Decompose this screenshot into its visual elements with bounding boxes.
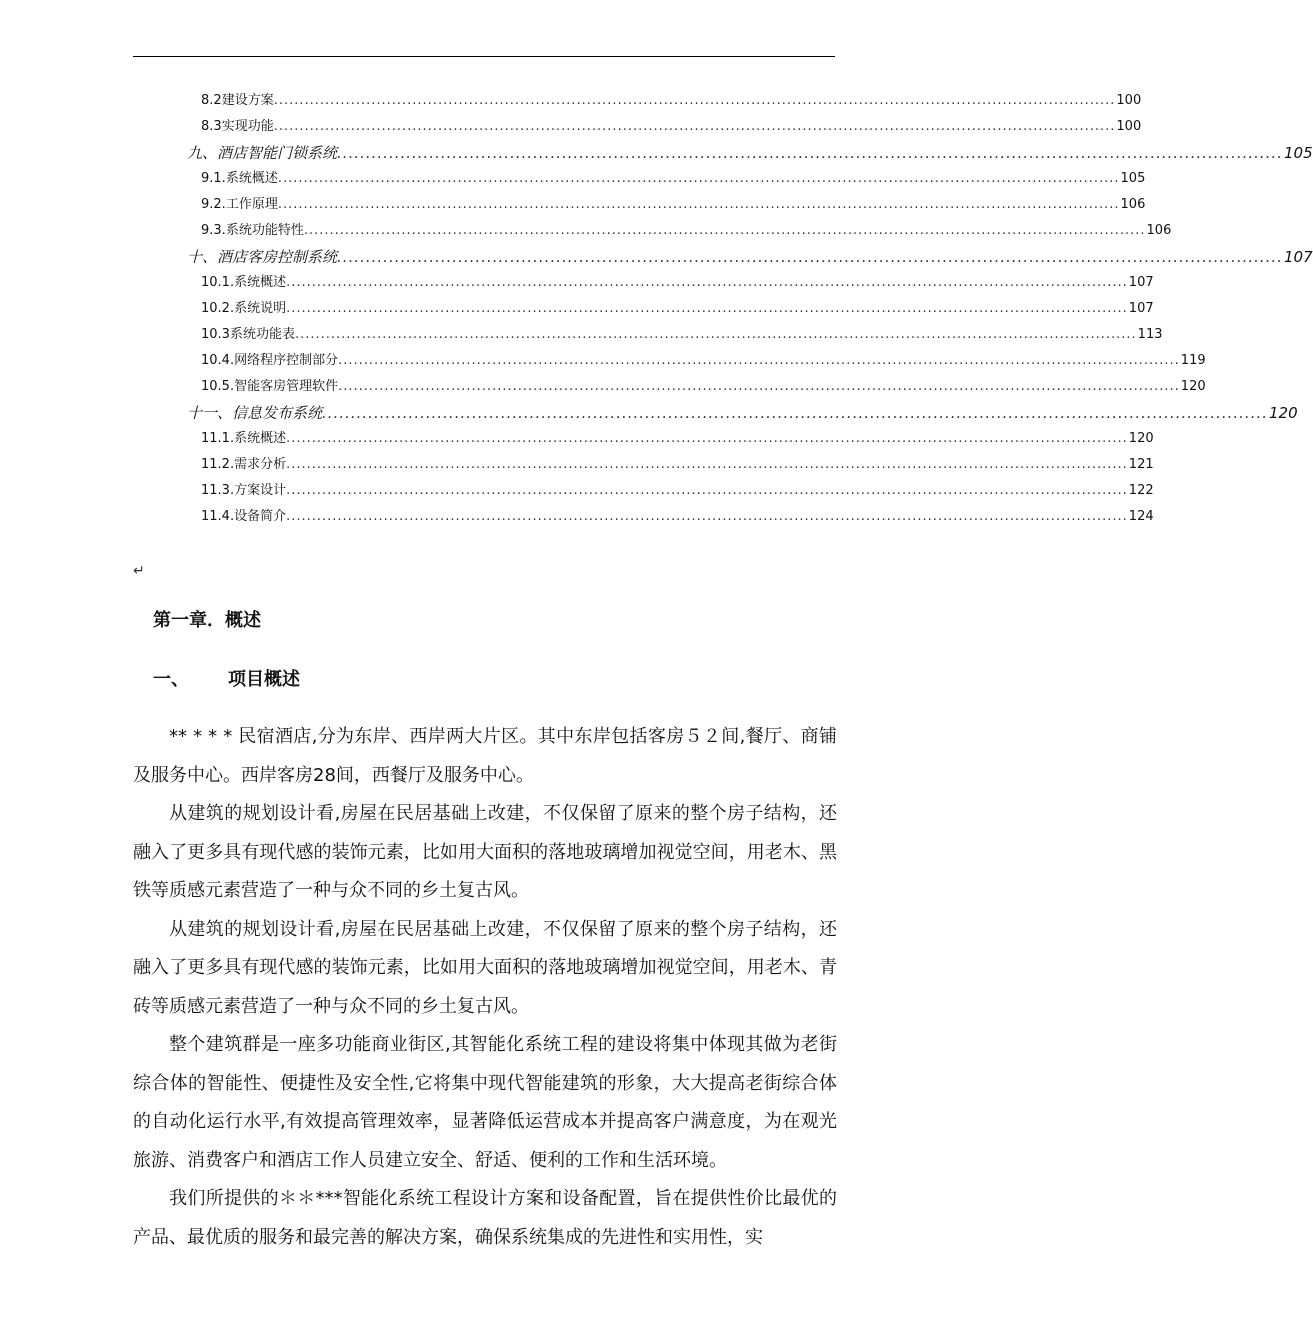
toc-entry-page: 120	[1180, 379, 1206, 394]
toc-entry-title: 系统概述	[225, 171, 278, 186]
toc-entry-page: 107	[1128, 301, 1154, 316]
toc-entry-page: 120	[1269, 404, 1298, 422]
paragraph: ** * * * 民宿酒店,分为东岸、西岸两大片区。其中东岸包括客房５２间,餐厅、商铺及服务中心。西岸客房28间，西餐厅及服务中心。	[133, 726, 837, 786]
toc-entry-page: 107	[1128, 275, 1154, 290]
toc-entry[interactable]	[133, 114, 1142, 140]
toc-entry[interactable]	[133, 374, 1206, 400]
toc-entry-title: 酒店智能门锁系统	[217, 144, 338, 162]
toc-entry-number: 九、	[187, 144, 218, 162]
toc-entry-number: 10.5.	[201, 379, 235, 394]
toc-entry-title: 系统概述	[234, 431, 287, 446]
toc-entry-title: 智能客房管理软件	[234, 379, 339, 394]
toc-leader-dots: ....................................................................................................................................................................	[286, 483, 1128, 498]
toc-entry[interactable]	[133, 218, 1172, 244]
toc-entry-title: 信息发布系统	[232, 404, 323, 422]
toc-entry-number: 11.2.	[201, 457, 235, 472]
toc-chapter-entry[interactable]	[133, 400, 1298, 426]
toc-leader-dots: ....................................................................................................................................................................	[286, 457, 1128, 472]
toc-leader-dots: ....................................................................................................................................................................	[338, 379, 1180, 394]
toc-entry-title: 需求分析	[234, 457, 287, 472]
toc-entry[interactable]	[133, 270, 1154, 296]
toc-entry[interactable]	[133, 88, 1142, 114]
toc-entry-number: 十一、	[187, 404, 233, 422]
toc-entry-page: 105	[1284, 144, 1313, 162]
toc-leader-dots: ....................................................................................................................................................................	[337, 248, 1283, 266]
header-rule	[133, 56, 835, 57]
toc-entry[interactable]	[133, 504, 1154, 530]
toc-entry-page: 100	[1116, 93, 1142, 108]
toc-entry-title: 工作原理	[225, 197, 278, 212]
toc-entry-number: 9.2.	[201, 197, 226, 212]
toc-entry-page: 106	[1146, 223, 1172, 238]
toc-entry[interactable]	[133, 296, 1154, 322]
toc-entry-page: 120	[1128, 431, 1154, 446]
toc-leader-dots: ....................................................................................................................................................................	[277, 171, 1120, 186]
toc-entry-number: 十、	[187, 248, 218, 266]
toc-entry-page: 106	[1120, 197, 1146, 212]
paragraph: 我们所提供的＊＊***智能化系统工程设计方案和设备配置，旨在提供性价比最优的产品、最优质的服务和最完善的解决方案，确保系统集成的先进性和实用性，实	[133, 1188, 837, 1248]
toc-entry-number: 9.1.	[201, 171, 226, 186]
toc-entry-page: 122	[1128, 483, 1154, 498]
toc-leader-dots: ....................................................................................................................................................................	[277, 197, 1120, 212]
toc-chapter-entry[interactable]	[133, 140, 1313, 166]
table-of-contents	[133, 88, 1313, 530]
section-number: 一、	[153, 669, 189, 690]
section-heading	[153, 665, 300, 691]
toc-leader-dots: ....................................................................................................................................................................	[337, 144, 1283, 162]
toc-entry-page: 100	[1116, 119, 1142, 134]
toc-entry[interactable]	[133, 478, 1154, 504]
toc-entry[interactable]	[133, 166, 1146, 192]
toc-leader-dots: ....................................................................................................................................................................	[286, 275, 1128, 290]
paragraph: 从建筑的规划设计看,房屋在民居基础上改建，不仅保留了原来的整个房子结构，还融入了更多具有现代感的装饰元素，比如用大面积的落地玻璃增加视觉空间，用老木、黑铁等质感元素营造了一种与众不同的乡土复古风。	[133, 803, 837, 901]
toc-entry-page: 113	[1137, 327, 1163, 342]
toc-entry-title: 酒店客房控制系统	[217, 248, 338, 266]
toc-entry-number: 10.4.	[201, 353, 235, 368]
toc-leader-dots: ....................................................................................................................................................................	[303, 223, 1146, 238]
toc-entry-page: 119	[1180, 353, 1206, 368]
body-text	[133, 718, 837, 1257]
section-title: 项目概述	[228, 669, 300, 690]
toc-leader-dots: ....................................................................................................................................................................	[273, 119, 1116, 134]
toc-entry-number: 9.3.	[201, 223, 226, 238]
toc-entry-page: 121	[1128, 457, 1154, 472]
paragraph: 整个建筑群是一座多功能商业街区,其智能化系统工程的建设将集中体现其做为老街综合体的智能性、便捷性及安全性,它将集中现代智能建筑的形象，大大提高老街综合体的自动化运行水平,有效提高管理效率，显著降低运营成本并提高客户满意度，为在观光旅游、消费客户和酒店工作人员建立安全、舒适、便利的工作和生活环境。	[133, 1034, 837, 1171]
toc-entry-title: 设备简介	[234, 509, 287, 524]
chapter-title: 第一章．概述	[153, 610, 261, 631]
toc-entry[interactable]	[133, 426, 1154, 452]
toc-leader-dots: ....................................................................................................................................................................	[286, 509, 1128, 524]
toc-entry[interactable]	[133, 348, 1206, 374]
toc-leader-dots: ....................................................................................................................................................................	[273, 93, 1116, 108]
paragraph-mark: ↵	[133, 563, 145, 579]
toc-entry-page: 107	[1284, 248, 1313, 266]
paragraph: 从建筑的规划设计看,房屋在民居基础上改建，不仅保留了原来的整个房子结构，还融入了更多具有现代感的装饰元素，比如用大面积的落地玻璃增加视觉空间，用老木、青砖等质感元素营造了一种与众不同的乡土复古风。	[133, 918, 837, 1017]
toc-leader-dots: ....................................................................................................................................................................	[338, 353, 1180, 368]
toc-entry-page: 105	[1120, 171, 1146, 186]
toc-entry-number: 10.1.	[201, 275, 235, 290]
toc-entry-number: 10.3	[201, 327, 230, 342]
toc-entry-title: 系统概述	[234, 275, 287, 290]
toc-entry-title: 方案设计	[234, 483, 287, 498]
toc-entry-number: 8.3	[201, 119, 222, 134]
toc-entry[interactable]	[133, 322, 1163, 348]
toc-entry-title: 系统说明	[234, 301, 287, 316]
toc-leader-dots: ....................................................................................................................................................................	[286, 301, 1128, 316]
toc-entry-page: 124	[1128, 509, 1154, 524]
toc-entry-title: 系统功能表	[229, 327, 295, 342]
toc-entry[interactable]	[133, 452, 1154, 478]
toc-leader-dots: ....................................................................................................................................................................	[294, 327, 1137, 342]
toc-entry[interactable]	[133, 192, 1146, 218]
toc-entry-number: 11.1.	[201, 431, 235, 446]
toc-entry-number: 11.3.	[201, 483, 235, 498]
toc-entry-title: 实现功能	[221, 119, 274, 134]
toc-entry-number: 10.2.	[201, 301, 235, 316]
toc-entry-number: 11.4.	[201, 509, 235, 524]
toc-entry-title: 系统功能特性	[225, 223, 304, 238]
toc-leader-dots: ....................................................................................................................................................................	[286, 431, 1128, 446]
toc-entry-number: 8.2	[201, 93, 222, 108]
toc-entry-title: 网络程序控制部分	[234, 353, 339, 368]
toc-entry-title: 建设方案	[221, 93, 274, 108]
toc-leader-dots: ....................................................................................................................................................................	[322, 404, 1268, 422]
toc-chapter-entry[interactable]	[133, 244, 1313, 270]
